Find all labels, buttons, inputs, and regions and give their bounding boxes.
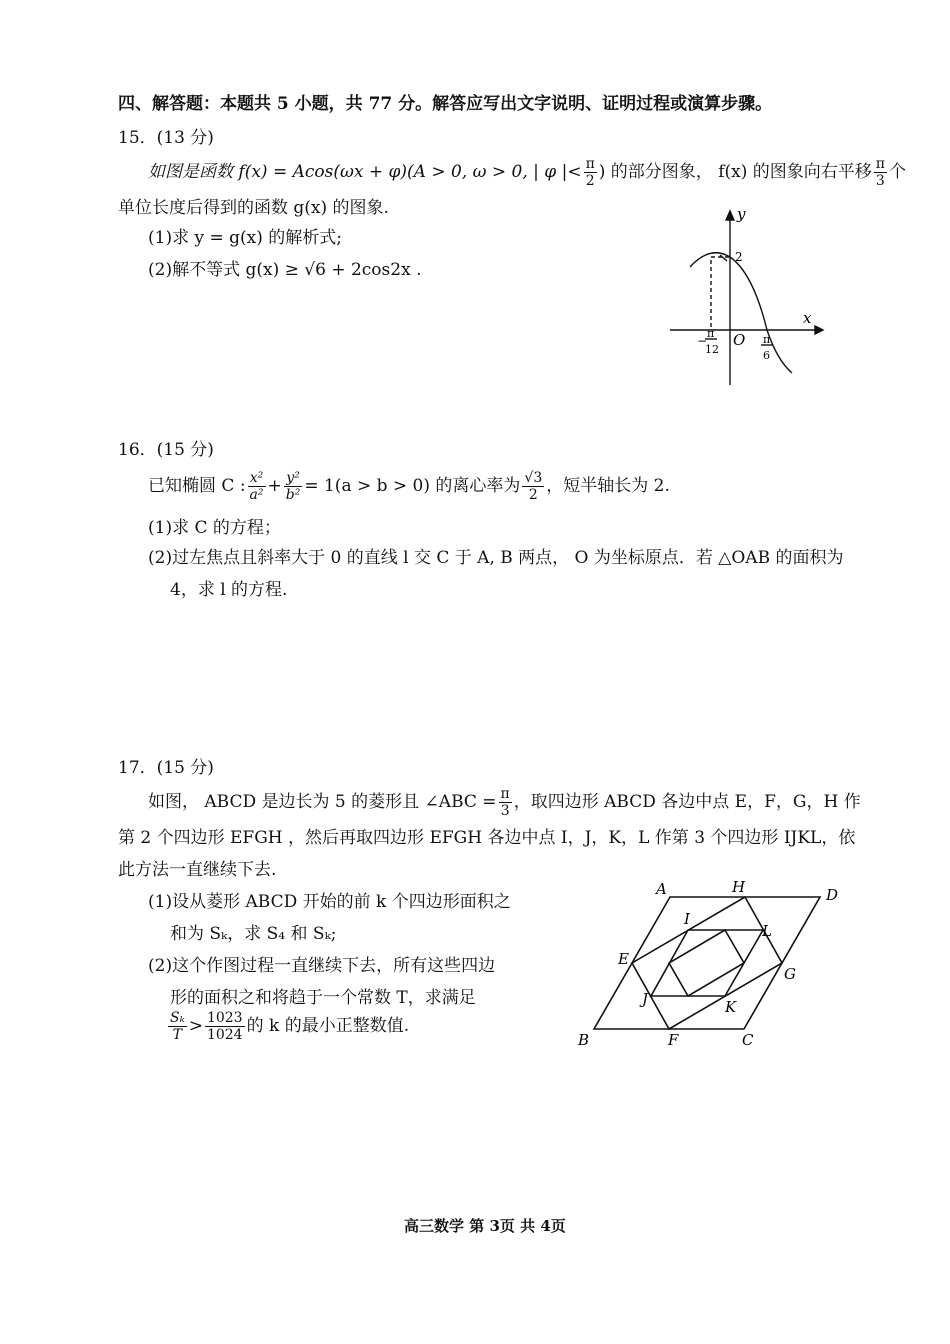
x-left-den: 12 [705,343,719,356]
x-right-num: π [763,333,771,346]
frac-num: π [585,156,595,172]
x-left-sign: − [697,334,708,348]
label-k: K [725,998,737,1016]
frac-den: T [172,1027,183,1043]
q15-header: 15．(13 分) [118,128,214,148]
q17-part2-line2: 形的面积之和将趋于一个常数 T，求满足 [170,988,476,1008]
label-h: H [732,878,746,896]
frac-den: b² [285,487,301,503]
greater-than: > [188,1016,203,1036]
frac-num: Sₖ [170,1010,185,1026]
q17-part1-line2: 和为 Sₖ，求 S₄ 和 Sₖ; [170,924,337,944]
q17-header: 17．(15 分) [118,758,214,778]
label-f: F [668,1031,679,1049]
label-d: D [826,886,839,904]
q17-ineq-tail: 的 k 的最小正整数值. [246,1016,410,1036]
q17-line1-b: ，取四边形 ABCD 各边中点 E，F，G，H 作 [513,792,861,812]
frac-num: π [500,786,510,802]
label-j: J [642,990,649,1008]
q17-line3: 此方法一直继续下去. [118,860,277,880]
label-i: I [684,910,690,928]
label-b: B [578,1031,590,1049]
frac-den: a² [249,487,264,503]
x-left-num: π [707,327,715,340]
frac-num: 1023 [206,1010,243,1026]
section-title: 四、解答题：本题共 5 小题，共 77 分。解答应写出文字说明、证明过程或演算步骤。 [118,94,773,114]
q16-frac-x [248,470,266,503]
q15-line2: 单位长度后得到的函数 g(x) 的图象. [118,198,389,218]
q15-intro-c: 个 [888,162,906,182]
frac-den: 3 [875,173,885,189]
x-right-den: 6 [763,349,770,362]
q15-intro [148,156,906,189]
q15-part1: (1)求 y = g(x) 的解析式; [148,228,343,248]
q15-part2: (2)解不等式 g(x) ≥ √6 + 2cos2x . [148,260,422,280]
q17-inequality [166,1010,409,1043]
y-axis-arrow [726,211,734,220]
x-label: x [803,309,812,327]
q17-part2-line1: (2)这个作图过程一直继续下去，所有这些四边 [148,956,496,976]
frac-num: √3 [524,470,543,486]
y-max-label: 2 [735,250,743,264]
plus-sign: + [267,476,282,496]
label-a: A [656,880,667,898]
tick [720,255,727,261]
label-e: E [618,950,629,968]
origin-label: O [733,331,746,349]
q16-part2-line2: 4，求 l 的方程. [170,580,288,600]
quad-efgh [632,897,782,1029]
q16-header: 16．(15 分) [118,440,214,460]
q15-frac-pi-2 [584,156,597,189]
q17-line1-a: 如图， ABCD 是边长为 5 的菱形且 ∠ABC = [148,792,497,812]
q16-intro-a: 已知椭圆 C : [148,476,246,496]
q16-intro-c: ，短半轴长为 2. [546,476,670,496]
quad-next [669,930,744,996]
q16-frac-ecc [522,470,544,503]
q16-part2-line1: (2)过左焦点且斜率大于 0 的直线 l 交 C 于 A, B 两点， O 为坐标原点．若 △OAB 的面积为 [148,548,844,568]
label-l: L [762,922,772,940]
q17-frac-sk-t [168,1010,187,1043]
q15-intro-a: 如图是函数 f(x) = Acos(ωx + φ)(A > 0, ω > 0, | φ |< [148,162,582,182]
frac-den: 2 [528,487,538,503]
label-g: G [784,965,796,983]
q17-part1-line1: (1)设从菱形 ABCD 开始的前 k 个四边形面积之 [148,892,511,912]
frac-den: 3 [500,803,510,819]
frac-den: 1024 [206,1027,243,1043]
frac-num: π [875,156,885,172]
q16-frac-y [284,470,303,503]
q17-line1 [148,786,861,819]
q17-figure [570,875,860,1055]
q17-frac-1023 [205,1010,245,1043]
q16-intro [148,470,670,503]
y-label: y [737,205,746,223]
page-footer: 高三数学 第 3页 共 4页 [404,1217,566,1235]
q16-intro-b: = 1(a > b > 0) 的离心率为 [304,476,521,496]
q15-graph [665,205,830,390]
frac-num: y² [284,470,303,487]
frac-num: x² [248,470,266,487]
label-c: C [742,1031,754,1049]
frac-den: 2 [585,173,595,189]
q16-part1: (1)求 C 的方程； [148,518,281,538]
q15-intro-b: ) 的部分图象， f(x) 的图象向右平移 [598,162,872,182]
q15-frac-pi-3 [874,156,887,189]
q17-line2: 第 2 个四边形 EFGH ，然后再取四边形 EFGH 各边中点 I，J，K，L 作第 3 个四边形 IJKL，依 [118,828,856,848]
q17-frac-angle [499,786,512,819]
x-axis-arrow [815,326,823,334]
